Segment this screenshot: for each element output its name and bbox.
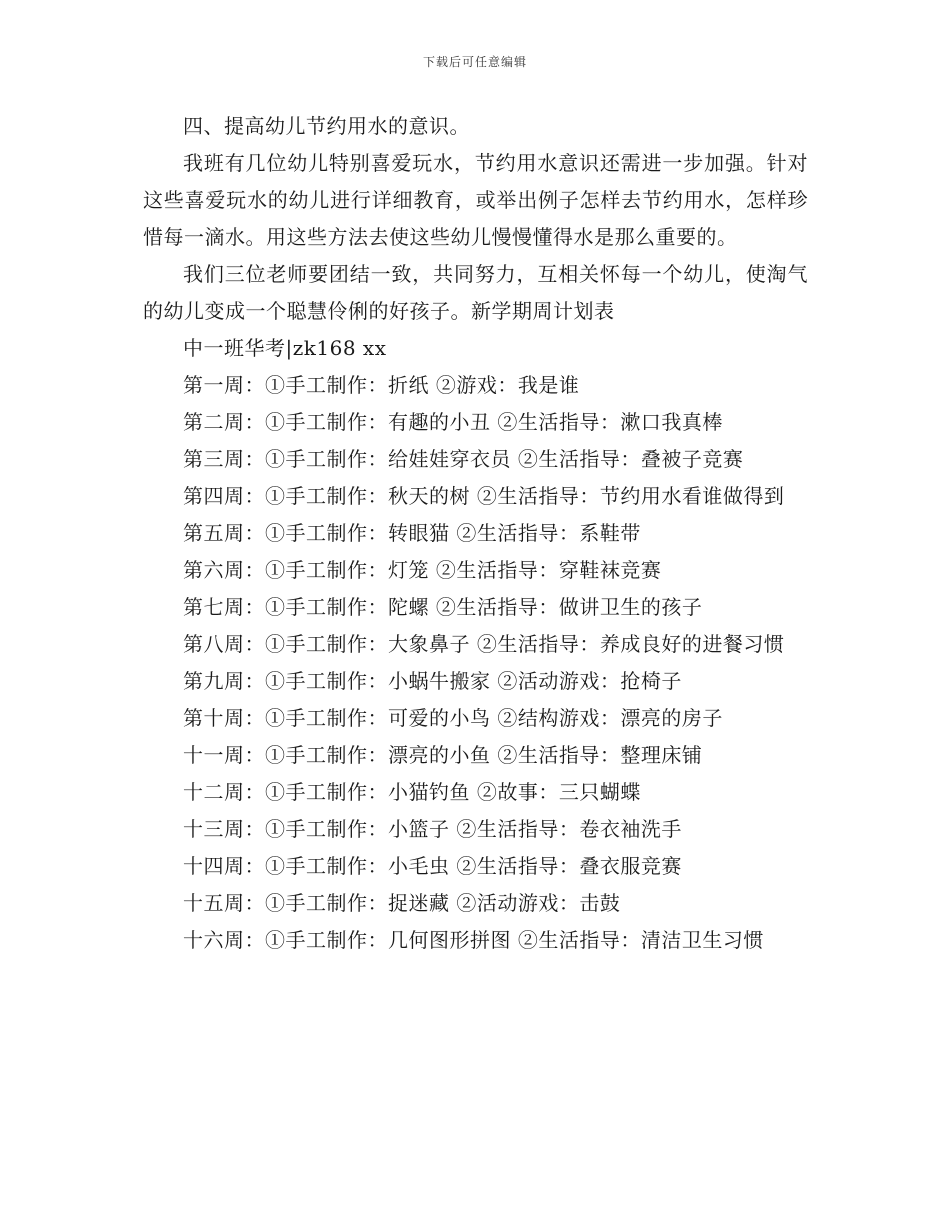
document-body — [143, 108, 808, 959]
week-item: 第五周：①手工制作：转眼猫 ②生活指导：系鞋带 — [183, 521, 641, 545]
paragraph-teachers: 我们三位老师要团结一致，共同努力，互相关怀每一个幼儿，使淘气的幼儿变成一个聪慧伶俐的好孩子。新学期周计划表 — [143, 262, 808, 323]
class-line: 中一班华考|zk168 xx — [183, 336, 387, 360]
week-item: 第三周：①手工制作：给娃娃穿衣员 ②生活指导：叠被子竞赛 — [183, 447, 744, 471]
weekly-plan-list — [143, 367, 808, 959]
week-item: 第六周：①手工制作：灯笼 ②生活指导：穿鞋袜竞赛 — [183, 558, 662, 582]
week-item: 第七周：①手工制作：陀螺 ②生活指导：做讲卫生的孩子 — [183, 595, 703, 619]
week-item: 第一周：①手工制作：折纸 ②游戏：我是谁 — [183, 373, 580, 397]
week-item: 十二周：①手工制作：小猫钓鱼 ②故事：三只蝴蝶 — [183, 780, 641, 804]
week-item: 十四周：①手工制作：小毛虫 ②生活指导：叠衣服竞赛 — [183, 854, 682, 878]
week-item: 第四周：①手工制作：秋天的树 ②生活指导：节约用水看谁做得到 — [183, 484, 785, 508]
section-heading: 四、提高幼儿节约用水的意识。 — [183, 114, 470, 138]
week-item: 第八周：①手工制作：大象鼻子 ②生活指导：养成良好的进餐习惯 — [183, 632, 785, 656]
week-item: 第二周：①手工制作：有趣的小丑 ②生活指导：漱口我真棒 — [183, 410, 723, 434]
week-item: 十三周：①手工制作：小篮子 ②生活指导：卷衣袖洗手 — [183, 817, 682, 841]
page-header: 下载后可任意编辑 — [422, 55, 527, 69]
week-item: 十五周：①手工制作：捉迷藏 ②活动游戏：击鼓 — [183, 891, 621, 915]
paragraph-water-saving: 我班有几位幼儿特别喜爱玩水，节约用水意识还需进一步加强。针对这些喜爱玩水的幼儿进行详细教育，或举出例子怎样去节约用水，怎样珍惜每一滴水。用这些方法去使这些幼儿慢慢懂得水是那么重要的。 — [143, 151, 808, 249]
week-item: 十六周：①手工制作：几何图形拼图 ②生活指导：清洁卫生习惯 — [183, 928, 764, 952]
week-item: 十一周：①手工制作：漂亮的小鱼 ②生活指导：整理床铺 — [183, 743, 703, 767]
week-item: 第九周：①手工制作：小蜗牛搬家 ②活动游戏：抢椅子 — [183, 669, 682, 693]
week-item: 第十周：①手工制作：可爱的小鸟 ②结构游戏：漂亮的房子 — [183, 706, 723, 730]
